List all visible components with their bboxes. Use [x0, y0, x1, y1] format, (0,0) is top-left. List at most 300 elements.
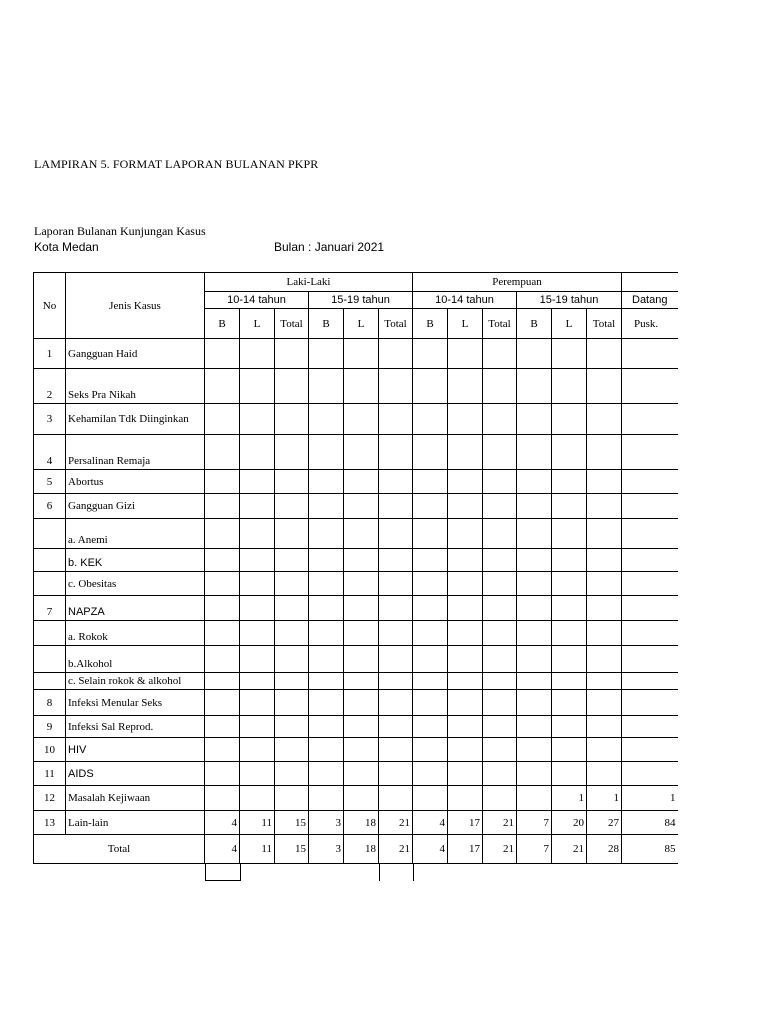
value-cell [413, 549, 448, 572]
value-cell [413, 716, 448, 738]
value-cell [552, 494, 587, 519]
value-cell: 21 [379, 811, 413, 835]
value-cell [309, 762, 344, 786]
value-cell [413, 786, 448, 811]
table-row [34, 435, 678, 470]
total-label: Total [34, 835, 205, 864]
total-value-cell: 15 [275, 835, 309, 864]
header-perempuan-10-14-l: L [448, 309, 483, 339]
table-row [34, 404, 678, 435]
row-number: 1 [34, 339, 66, 369]
value-cell [275, 621, 309, 646]
header-perempuan-15-19-total: Total [587, 309, 622, 339]
value-cell [552, 549, 587, 572]
value-cell [448, 762, 483, 786]
value-cell [483, 621, 517, 646]
value-cell [309, 738, 344, 762]
header-pusk: Pusk. [622, 309, 678, 339]
total-value-cell: 28 [587, 835, 622, 864]
value-cell [517, 572, 552, 596]
value-cell [309, 621, 344, 646]
row-number: 2 [34, 369, 66, 404]
value-cell: 1 [552, 786, 587, 811]
case-type-label: c. Obesitas [66, 572, 205, 596]
value-cell [448, 738, 483, 762]
value-cell [483, 470, 517, 494]
case-type-label: c. Selain rokok & alkohol [66, 673, 205, 690]
header-perempuan: Perempuan [413, 273, 622, 292]
value-cell [622, 470, 678, 494]
value-cell [517, 621, 552, 646]
table-row [34, 494, 678, 519]
row-number [34, 549, 66, 572]
value-cell [205, 596, 240, 621]
value-cell [483, 549, 517, 572]
value-cell [379, 494, 413, 519]
value-cell [344, 435, 379, 470]
value-cell [344, 404, 379, 435]
row-number: 12 [34, 786, 66, 811]
value-cell [448, 690, 483, 716]
value-cell [344, 621, 379, 646]
value-cell [448, 621, 483, 646]
value-cell [587, 762, 622, 786]
value-cell [552, 716, 587, 738]
value-cell [413, 369, 448, 404]
row-number: 7 [34, 596, 66, 621]
value-cell [309, 786, 344, 811]
total-value-cell: 4 [413, 835, 448, 864]
value-cell [379, 549, 413, 572]
value-cell [413, 738, 448, 762]
value-cell [205, 786, 240, 811]
value-cell [344, 786, 379, 811]
value-cell [275, 762, 309, 786]
value-cell [240, 716, 275, 738]
value-cell [205, 549, 240, 572]
value-cell [517, 716, 552, 738]
total-value-cell: 4 [205, 835, 240, 864]
value-cell [205, 690, 240, 716]
case-type-label: Seks Pra Nikah [66, 369, 205, 404]
value-cell [483, 716, 517, 738]
value-cell: 21 [483, 811, 517, 835]
value-cell [379, 690, 413, 716]
value-cell [413, 470, 448, 494]
value-cell [240, 435, 275, 470]
value-cell [240, 673, 275, 690]
value-cell [483, 494, 517, 519]
value-cell [517, 369, 552, 404]
row-number [34, 646, 66, 673]
value-cell: 84 [622, 811, 678, 835]
value-cell [379, 470, 413, 494]
value-cell [205, 494, 240, 519]
table-row [34, 549, 678, 572]
value-cell [622, 494, 678, 519]
value-cell [587, 621, 622, 646]
header-perempuan-15-19-b: B [517, 309, 552, 339]
value-cell [448, 716, 483, 738]
value-cell [240, 786, 275, 811]
case-type-label: Persalinan Remaja [66, 435, 205, 470]
value-cell [622, 738, 678, 762]
value-cell [517, 404, 552, 435]
value-cell: 1 [622, 786, 678, 811]
value-cell [344, 470, 379, 494]
value-cell [517, 435, 552, 470]
value-cell [552, 738, 587, 762]
value-cell [309, 494, 344, 519]
value-cell [344, 494, 379, 519]
value-cell [379, 716, 413, 738]
value-cell [379, 646, 413, 673]
value-cell [622, 646, 678, 673]
value-cell [379, 786, 413, 811]
row-number [34, 621, 66, 646]
value-cell [309, 470, 344, 494]
value-cell [205, 470, 240, 494]
value-cell [517, 738, 552, 762]
value-cell [517, 470, 552, 494]
value-cell [587, 690, 622, 716]
value-cell [205, 369, 240, 404]
value-cell: 20 [552, 811, 587, 835]
value-cell [552, 572, 587, 596]
value-cell [344, 596, 379, 621]
header-datang-top [622, 273, 678, 292]
value-cell [483, 786, 517, 811]
value-cell [622, 519, 678, 549]
value-cell [622, 596, 678, 621]
case-type-label: HIV [66, 738, 205, 762]
document-title: LAMPIRAN 5. FORMAT LAPORAN BULANAN PKPR [34, 157, 319, 171]
table-row [34, 811, 678, 835]
value-cell [240, 470, 275, 494]
total-value-cell: 7 [517, 835, 552, 864]
value-cell [517, 494, 552, 519]
value-cell [379, 519, 413, 549]
value-cell [413, 404, 448, 435]
value-cell [205, 646, 240, 673]
value-cell [587, 404, 622, 435]
report-city: Kota Medan [34, 240, 99, 254]
value-cell [587, 435, 622, 470]
value-cell [240, 738, 275, 762]
value-cell [344, 549, 379, 572]
value-cell [483, 738, 517, 762]
value-cell: 7 [517, 811, 552, 835]
table-tail-line [379, 863, 380, 881]
value-cell [275, 404, 309, 435]
case-type-label: Gangguan Gizi [66, 494, 205, 519]
value-cell [413, 762, 448, 786]
value-cell [344, 572, 379, 596]
value-cell [517, 596, 552, 621]
table-row [34, 690, 678, 716]
value-cell [587, 572, 622, 596]
value-cell [552, 596, 587, 621]
row-number: 13 [34, 811, 66, 835]
value-cell [240, 549, 275, 572]
row-number [34, 519, 66, 549]
value-cell [309, 404, 344, 435]
value-cell [309, 369, 344, 404]
value-cell [413, 621, 448, 646]
case-type-label: Kehamilan Tdk Diinginkan [66, 404, 205, 435]
value-cell [275, 369, 309, 404]
value-cell [309, 596, 344, 621]
header-no: No [34, 273, 66, 339]
value-cell [275, 519, 309, 549]
value-cell [552, 621, 587, 646]
case-report-table [33, 272, 678, 864]
table-row [34, 646, 678, 673]
table-row [34, 369, 678, 404]
header-laki-10-14-total: Total [275, 309, 309, 339]
table-tail-box [205, 863, 241, 881]
header-laki-laki: Laki-Laki [205, 273, 413, 292]
value-cell [622, 404, 678, 435]
value-cell [587, 596, 622, 621]
value-cell [413, 519, 448, 549]
value-cell [240, 596, 275, 621]
value-cell [448, 470, 483, 494]
value-cell: 4 [413, 811, 448, 835]
case-type-label: b.Alkohol [66, 646, 205, 673]
header-datang: Datang [622, 292, 678, 309]
value-cell [448, 596, 483, 621]
value-cell [622, 549, 678, 572]
value-cell [309, 435, 344, 470]
value-cell [379, 762, 413, 786]
table-row [34, 470, 678, 494]
total-value-cell: 3 [309, 835, 344, 864]
value-cell [483, 369, 517, 404]
value-cell [240, 646, 275, 673]
row-number: 5 [34, 470, 66, 494]
value-cell [517, 690, 552, 716]
case-type-label: Abortus [66, 470, 205, 494]
value-cell [587, 646, 622, 673]
value-cell [275, 716, 309, 738]
case-type-label: Lain-lain [66, 811, 205, 835]
header-laki-15-19-total: Total [379, 309, 413, 339]
value-cell [587, 549, 622, 572]
table-row [34, 621, 678, 646]
table-row [34, 716, 678, 738]
value-cell [483, 690, 517, 716]
value-cell [309, 673, 344, 690]
value-cell [622, 673, 678, 690]
total-row [34, 835, 678, 864]
header-laki-10-14: 10-14 tahun [205, 292, 309, 309]
header-perempuan-10-14-total: Total [483, 309, 517, 339]
total-value-cell: 18 [344, 835, 379, 864]
header-laki-10-14-l: L [240, 309, 275, 339]
value-cell [379, 621, 413, 646]
table-row [34, 339, 678, 369]
value-cell [448, 435, 483, 470]
value-cell [309, 339, 344, 369]
value-cell [275, 690, 309, 716]
value-cell [448, 339, 483, 369]
value-cell [622, 369, 678, 404]
value-cell [205, 673, 240, 690]
value-cell [275, 339, 309, 369]
value-cell [587, 738, 622, 762]
value-cell [622, 435, 678, 470]
case-type-label: Infeksi Sal Reprod. [66, 716, 205, 738]
total-value-cell: 21 [552, 835, 587, 864]
value-cell [379, 673, 413, 690]
value-cell [344, 762, 379, 786]
value-cell [552, 519, 587, 549]
total-value-cell: 17 [448, 835, 483, 864]
value-cell [517, 339, 552, 369]
value-cell [379, 339, 413, 369]
value-cell [483, 435, 517, 470]
value-cell [205, 404, 240, 435]
value-cell [587, 470, 622, 494]
value-cell [275, 738, 309, 762]
value-cell [205, 435, 240, 470]
value-cell [379, 738, 413, 762]
header-laki-15-19-l: L [344, 309, 379, 339]
value-cell [448, 646, 483, 673]
value-cell [587, 673, 622, 690]
value-cell [275, 786, 309, 811]
value-cell [379, 369, 413, 404]
value-cell [240, 572, 275, 596]
value-cell [413, 572, 448, 596]
value-cell [344, 738, 379, 762]
total-value-cell: 21 [379, 835, 413, 864]
value-cell [483, 572, 517, 596]
value-cell [552, 339, 587, 369]
value-cell [413, 494, 448, 519]
value-cell [275, 572, 309, 596]
value-cell [622, 339, 678, 369]
value-cell [240, 762, 275, 786]
value-cell [309, 646, 344, 673]
value-cell [587, 519, 622, 549]
value-cell [413, 673, 448, 690]
value-cell [240, 621, 275, 646]
case-type-label: Masalah Kejiwaan [66, 786, 205, 811]
value-cell [413, 596, 448, 621]
case-type-label: NAPZA [66, 596, 205, 621]
value-cell [552, 690, 587, 716]
row-number [34, 572, 66, 596]
row-number: 9 [34, 716, 66, 738]
value-cell [552, 470, 587, 494]
value-cell: 3 [309, 811, 344, 835]
value-cell [483, 762, 517, 786]
value-cell [483, 404, 517, 435]
value-cell [275, 494, 309, 519]
value-cell [622, 572, 678, 596]
value-cell [448, 369, 483, 404]
value-cell [309, 519, 344, 549]
table-tail-line [413, 863, 414, 881]
value-cell [205, 716, 240, 738]
table-row [34, 519, 678, 549]
value-cell [517, 646, 552, 673]
value-cell [552, 646, 587, 673]
header-laki-15-19: 15-19 tahun [309, 292, 413, 309]
table-row [34, 786, 678, 811]
value-cell [240, 494, 275, 519]
value-cell [344, 646, 379, 673]
case-type-label: Infeksi Menular Seks [66, 690, 205, 716]
value-cell [275, 596, 309, 621]
value-cell [622, 621, 678, 646]
value-cell: 15 [275, 811, 309, 835]
value-cell [448, 549, 483, 572]
header-laki-10-14-b: B [205, 309, 240, 339]
value-cell [344, 690, 379, 716]
value-cell [413, 646, 448, 673]
value-cell: 27 [587, 811, 622, 835]
value-cell [240, 519, 275, 549]
value-cell [517, 762, 552, 786]
value-cell [240, 690, 275, 716]
value-cell [448, 404, 483, 435]
value-cell [517, 786, 552, 811]
value-cell [517, 549, 552, 572]
value-cell [517, 519, 552, 549]
value-cell [309, 549, 344, 572]
value-cell [413, 435, 448, 470]
value-cell [309, 690, 344, 716]
value-cell [413, 339, 448, 369]
value-cell [517, 673, 552, 690]
value-cell [275, 646, 309, 673]
table-row [34, 673, 678, 690]
value-cell [344, 519, 379, 549]
total-value-cell: 11 [240, 835, 275, 864]
row-number: 11 [34, 762, 66, 786]
value-cell [587, 494, 622, 519]
value-cell [379, 572, 413, 596]
row-number: 4 [34, 435, 66, 470]
table-row [34, 572, 678, 596]
value-cell [448, 572, 483, 596]
value-cell [275, 470, 309, 494]
case-type-label: Gangguan Haid [66, 339, 205, 369]
value-cell [309, 716, 344, 738]
value-cell [344, 716, 379, 738]
value-cell [448, 519, 483, 549]
header-perempuan-15-19-l: L [552, 309, 587, 339]
value-cell [448, 786, 483, 811]
header-perempuan-10-14-b: B [413, 309, 448, 339]
value-cell [483, 339, 517, 369]
value-cell [379, 596, 413, 621]
value-cell [240, 339, 275, 369]
value-cell [483, 646, 517, 673]
value-cell: 18 [344, 811, 379, 835]
value-cell [205, 339, 240, 369]
case-type-label: AIDS [66, 762, 205, 786]
value-cell [309, 572, 344, 596]
value-cell [240, 369, 275, 404]
report-subtitle: Laporan Bulanan Kunjungan Kasus [34, 224, 206, 238]
value-cell [275, 435, 309, 470]
row-number: 10 [34, 738, 66, 762]
row-number: 6 [34, 494, 66, 519]
